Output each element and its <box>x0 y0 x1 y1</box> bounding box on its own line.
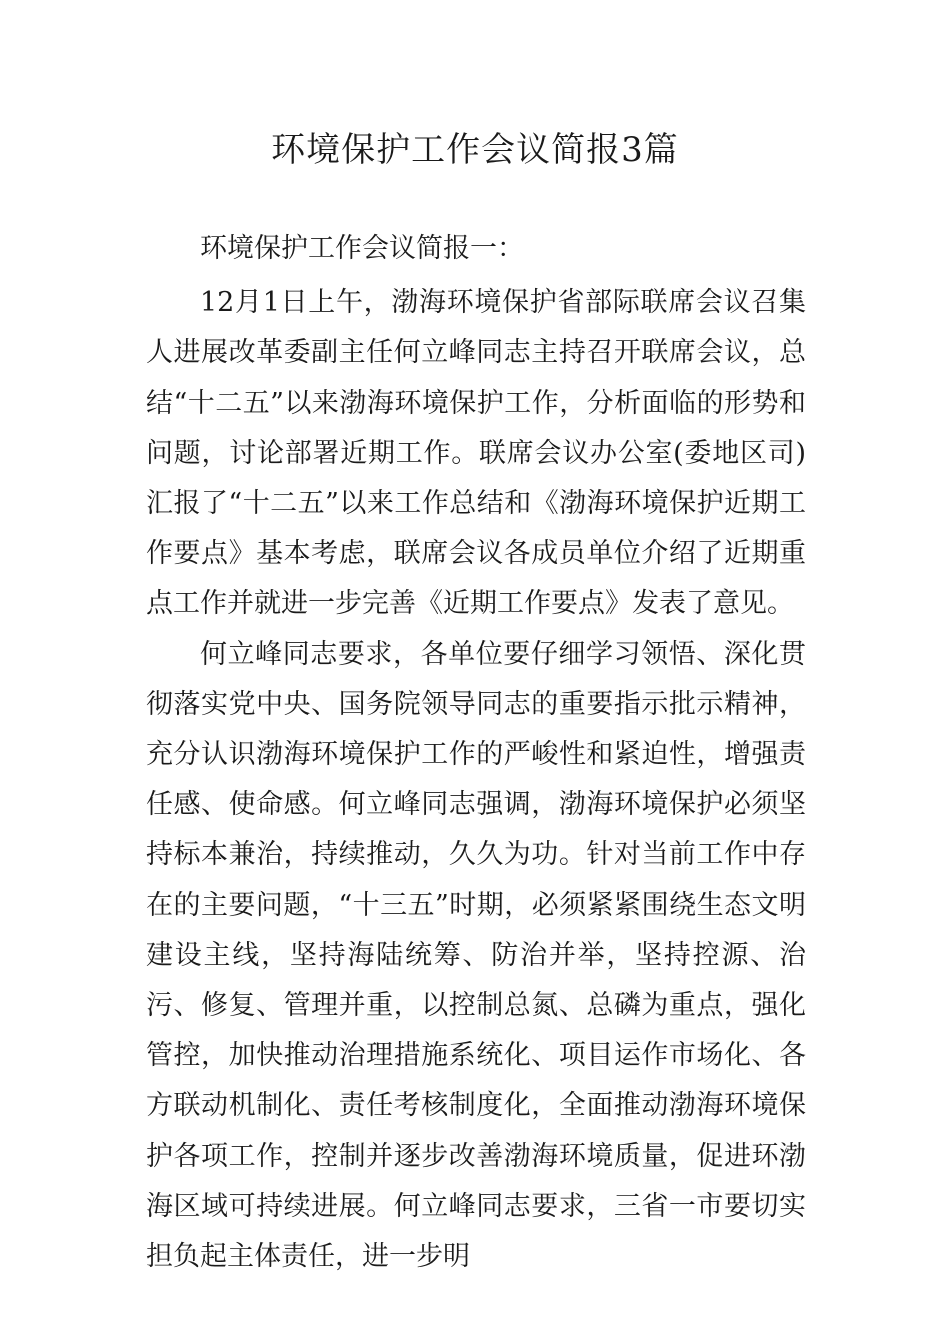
document-title: 环境保护工作会议简报3篇 <box>271 130 679 170</box>
section-heading: 环境保护工作会议简报一： <box>200 233 524 264</box>
paragraph-1: 12月1日上午，渤海环境保护省部际联席会议召集人进展改革委副主任何立峰同志主持召开联席会议，总结“十二五”以来渤海环境保护工作，分析面临的形势和问题，讨论部署近期工作。联席会议办公室(委地区司)汇报了“十二五”以来工作总结和《渤海环境保护近期工作要点》基本考虑，联席会议各成员单位介绍了近期重点工作并就进一步完善《近期工作要点》发表了意见。 <box>146 287 806 620</box>
paragraph-2: 何立峰同志要求，各单位要仔细学习领悟、深化贯彻落实党中央、国务院领导同志的重要指示批示精神，充分认识渤海环境保护工作的严峻性和紧迫性，增强责任感、使命感。何立峰同志强调，渤海环境保护必须坚持标本兼治，持续推动，久久为功。针对当前工作中存在的主要问题，“十三五”时期，必须紧紧围绕生态文明建设主线，坚持海陆统筹、防治并举，坚持控源、治污、修复、管理并重，以控制总氮、总磷为重点，强化管控，加快推动治理措施系统化、项目运作市场化、各方联动机制化、责任考核制度化，全面推动渤海环境保护各项工作，控制并逐步改善渤海环境质量，促进环渤海区域可持续进展。何立峰同志要求，三省一市要切实担负起主体责任，进一步明 <box>146 638 806 1273</box>
document-body <box>146 224 806 1282</box>
